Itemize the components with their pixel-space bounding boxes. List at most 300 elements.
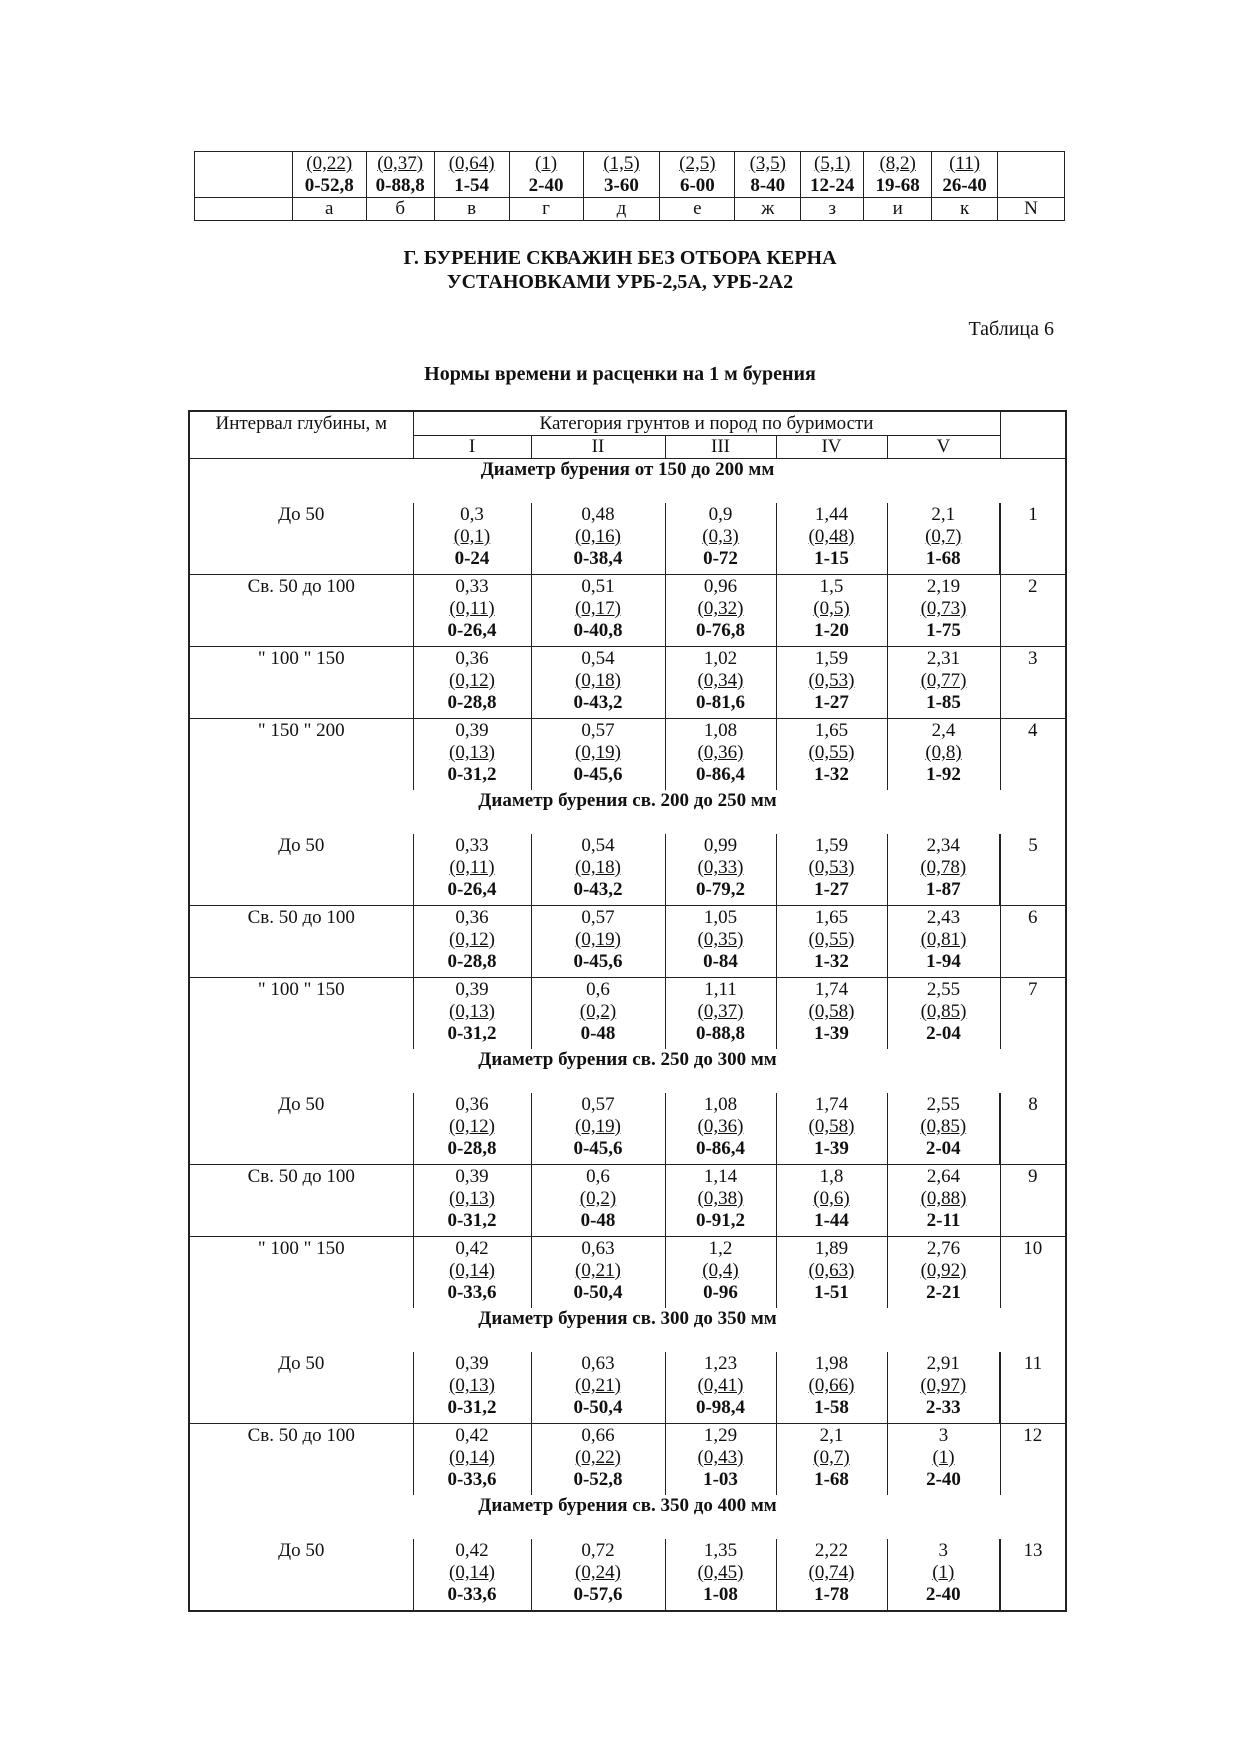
rate: (0,77) xyxy=(920,670,967,691)
time-norm: 2,1 xyxy=(931,504,956,525)
price: 1-85 xyxy=(926,692,961,713)
rate: (0,11) xyxy=(449,857,495,878)
time-norm: 1,44 xyxy=(814,504,849,525)
norm-cell xyxy=(665,1093,776,1165)
time-norm: 0,72 xyxy=(581,1540,615,1561)
rate: (0,17) xyxy=(575,598,621,619)
rate: (0,97) xyxy=(920,1375,967,1396)
time-norm: 1,2 xyxy=(708,1238,733,1259)
category-cell: V xyxy=(887,436,1000,459)
time-norm: 1,59 xyxy=(814,835,849,856)
norm-cell xyxy=(413,719,531,791)
time-norm: 0,54 xyxy=(581,835,615,856)
time-norm: 0,9 xyxy=(708,504,733,525)
rate: (0,66) xyxy=(808,1375,855,1396)
interval-cell: До 50 xyxy=(189,1539,413,1611)
rate: (0,18) xyxy=(575,857,621,878)
interval-cell: " 150 " 200 xyxy=(189,719,413,791)
time-norm: 0,42 xyxy=(455,1238,489,1259)
fragment-letter-cell: д xyxy=(583,198,660,221)
norm-cell xyxy=(413,503,531,575)
interval-cell: До 50 xyxy=(189,1352,413,1424)
norm-cell xyxy=(665,647,776,719)
price: 1-27 xyxy=(814,692,849,713)
fragment-price: 8-40 xyxy=(750,175,786,196)
price: 0-81,6 xyxy=(695,692,746,713)
price: 0-96 xyxy=(703,1282,738,1303)
norm-cell xyxy=(887,503,1000,575)
rate: (0,14) xyxy=(449,1260,495,1281)
norm-cell xyxy=(531,1093,665,1165)
norm-cell xyxy=(413,1093,531,1165)
norm-cell xyxy=(413,978,531,1050)
norm-cell xyxy=(665,978,776,1050)
price: 1-32 xyxy=(814,951,849,972)
price: 0-26,4 xyxy=(447,620,497,641)
norm-cell xyxy=(887,1352,1000,1424)
norm-cell xyxy=(531,1539,665,1611)
time-norm: 1,89 xyxy=(814,1238,849,1259)
rate: (0,19) xyxy=(575,1116,621,1137)
rate: (0,13) xyxy=(449,742,495,763)
rate: (0,85) xyxy=(920,1116,967,1137)
price: 0-91,2 xyxy=(695,1210,746,1231)
row-number-cell: 4 xyxy=(1000,719,1066,791)
price: 0-33,6 xyxy=(447,1584,497,1605)
fragment-rate: (8,2) xyxy=(879,153,916,174)
section-title: Диаметр бурения св. 250 до 300 мм xyxy=(189,1049,1066,1093)
price: 1-15 xyxy=(814,548,849,569)
norm-cell xyxy=(665,1165,776,1237)
time-norm: 1,74 xyxy=(814,979,849,1000)
category-cell: IV xyxy=(776,436,887,459)
price: 0-31,2 xyxy=(447,764,497,785)
rate: (0,2) xyxy=(579,1188,617,1209)
norm-cell xyxy=(776,978,887,1050)
time-norm: 0,33 xyxy=(455,835,489,856)
rate: (0,35) xyxy=(697,929,744,950)
rate: (0,13) xyxy=(449,1001,495,1022)
price: 0-31,2 xyxy=(447,1397,497,1418)
section-heading-line2: УСТАНОВКАМИ УРБ-2,5А, УРБ-2А2 xyxy=(446,271,794,293)
norm-cell xyxy=(413,1165,531,1237)
price: 1-32 xyxy=(814,764,849,785)
table-row xyxy=(189,834,1066,906)
rate: (0,14) xyxy=(449,1562,495,1583)
norm-cell xyxy=(776,1237,887,1309)
price: 1-75 xyxy=(926,620,961,641)
time-norm: 0,99 xyxy=(703,835,738,856)
rate: (0,55) xyxy=(808,929,855,950)
rate: (1) xyxy=(932,1562,955,1583)
rate: (0,43) xyxy=(697,1447,744,1468)
rate: (0,32) xyxy=(697,598,744,619)
table-row xyxy=(189,978,1066,1050)
price: 1-92 xyxy=(926,764,961,785)
norm-cell xyxy=(665,1352,776,1424)
time-norm: 1,65 xyxy=(814,907,849,928)
norm-cell xyxy=(413,834,531,906)
rate: (0,21) xyxy=(575,1260,621,1281)
fragment-price: 3-60 xyxy=(604,175,639,196)
norm-cell xyxy=(887,1165,1000,1237)
rate: (0,33) xyxy=(697,857,744,878)
rate: (0,19) xyxy=(575,929,621,950)
rate: (0,58) xyxy=(808,1116,855,1137)
price: 0-76,8 xyxy=(695,620,746,641)
fragment-price: 0-52,8 xyxy=(304,175,354,196)
norm-cell xyxy=(531,1352,665,1424)
rate: (0,41) xyxy=(697,1375,744,1396)
norm-cell xyxy=(887,834,1000,906)
time-norm: 1,65 xyxy=(814,720,849,741)
time-norm: 0,42 xyxy=(455,1540,489,1561)
rate: (0,34) xyxy=(697,670,744,691)
fragment-price: 12-24 xyxy=(810,175,855,196)
time-norm: 0,36 xyxy=(455,648,489,669)
rate: (0,37) xyxy=(697,1001,744,1022)
rate: (0,58) xyxy=(808,1001,855,1022)
fragment-price: 19-68 xyxy=(875,175,920,196)
price: 1-58 xyxy=(814,1397,849,1418)
row-number-cell: 1 xyxy=(1000,503,1066,575)
time-norm: 0,63 xyxy=(581,1353,615,1374)
time-norm: 0,39 xyxy=(455,720,489,741)
time-norm: 2,64 xyxy=(926,1166,961,1187)
price: 2-33 xyxy=(925,1397,961,1418)
rate: (0,12) xyxy=(449,929,495,950)
time-norm: 0,39 xyxy=(455,1353,489,1374)
norm-cell xyxy=(776,1165,887,1237)
price: 0-45,6 xyxy=(573,951,623,972)
section-title: Диаметр бурения св. 300 до 350 мм xyxy=(189,1308,1066,1352)
fragment-value-cell xyxy=(735,152,801,198)
table-row xyxy=(189,1539,1066,1611)
price: 1-39 xyxy=(814,1138,849,1159)
time-norm: 2,76 xyxy=(926,1238,961,1259)
price: 0-43,2 xyxy=(573,879,623,900)
fragment-value-cell xyxy=(583,152,660,198)
price: 2-40 xyxy=(925,1584,961,1605)
time-norm: 0,39 xyxy=(455,1166,489,1187)
rate: (1) xyxy=(932,1447,955,1468)
price: 0-50,4 xyxy=(573,1282,623,1303)
category-header: Категория грунтов и пород по буримости xyxy=(413,411,1000,436)
fragment-letter-cell: к xyxy=(932,198,998,221)
norm-cell xyxy=(665,503,776,575)
norm-cell xyxy=(413,647,531,719)
price: 0-31,2 xyxy=(447,1023,497,1044)
norm-cell xyxy=(887,1539,1000,1611)
time-norm: 2,22 xyxy=(814,1540,849,1561)
time-norm: 0,57 xyxy=(581,1094,615,1115)
fragment-value-cell xyxy=(292,152,366,198)
time-norm: 1,59 xyxy=(814,648,849,669)
price: 2-04 xyxy=(926,1023,961,1044)
interval-cell: " 100 " 150 xyxy=(189,647,413,719)
table-row xyxy=(189,1352,1066,1424)
time-norm: 1,08 xyxy=(703,720,738,741)
rate: (0,85) xyxy=(920,1001,967,1022)
section-title: Диаметр бурения от 150 до 200 мм xyxy=(189,459,1066,504)
price: 0-52,8 xyxy=(573,1469,623,1490)
norm-cell xyxy=(531,503,665,575)
time-norm: 2,19 xyxy=(926,576,961,597)
rate: (0,12) xyxy=(449,1116,495,1137)
price: 2-40 xyxy=(926,1469,961,1490)
price: 2-04 xyxy=(925,1138,961,1159)
price: 0-43,2 xyxy=(573,692,623,713)
fragment-price: 26-40 xyxy=(942,175,987,196)
norm-cell xyxy=(776,503,887,575)
table-row xyxy=(189,719,1066,791)
norm-cell xyxy=(776,1539,887,1611)
time-norm: 3 xyxy=(938,1540,949,1561)
time-norm: 3 xyxy=(938,1425,949,1446)
section-row xyxy=(189,459,1066,504)
price: 0-98,4 xyxy=(695,1397,746,1418)
section-row xyxy=(189,1308,1066,1352)
price: 0-28,8 xyxy=(447,1138,497,1159)
price: 0-33,6 xyxy=(447,1469,497,1490)
norm-cell xyxy=(887,1237,1000,1309)
rate: (0,8) xyxy=(925,742,962,763)
table-row xyxy=(189,575,1066,647)
section-title: Диаметр бурения св. 350 до 400 мм xyxy=(189,1495,1066,1539)
rate: (0,48) xyxy=(808,526,855,547)
time-norm: 0,54 xyxy=(581,648,615,669)
norm-cell xyxy=(413,1237,531,1309)
price: 0-45,6 xyxy=(573,764,623,785)
time-norm: 2,34 xyxy=(926,835,960,856)
category-cell: I xyxy=(413,436,531,459)
fragment-value-cell xyxy=(434,152,509,198)
interval-cell: " 100 " 150 xyxy=(189,1237,413,1309)
rate: (0,3) xyxy=(702,526,739,547)
rate: (0,2) xyxy=(579,1001,617,1022)
price: 2-21 xyxy=(926,1282,961,1303)
interval-cell: Св. 50 до 100 xyxy=(189,1165,413,1237)
fragment-value-cell xyxy=(801,152,864,198)
time-norm: 1,08 xyxy=(703,1094,738,1115)
fragment-value-cell xyxy=(660,152,735,198)
price: 0-33,6 xyxy=(447,1282,497,1303)
price: 0-45,6 xyxy=(573,1138,623,1159)
time-norm: 0,66 xyxy=(581,1425,615,1446)
norm-cell xyxy=(776,575,887,647)
table-number: Таблица 6 xyxy=(968,318,1054,340)
table-row xyxy=(189,906,1066,978)
time-norm: 0,6 xyxy=(586,979,610,1000)
fragment-price: 6-00 xyxy=(679,175,715,196)
norm-cell xyxy=(531,906,665,978)
rate: (0,88) xyxy=(920,1188,967,1209)
rate: (0,92) xyxy=(920,1260,967,1281)
price: 0-86,4 xyxy=(695,1138,746,1159)
section-heading-line1: Г. БУРЕНИЕ СКВАЖИН БЕЗ ОТБОРА КЕРНА xyxy=(403,247,837,269)
time-norm: 0,51 xyxy=(581,576,615,597)
fragment-letter-cell: и xyxy=(864,198,932,221)
norm-cell xyxy=(665,575,776,647)
price: 0-72 xyxy=(703,548,738,569)
interval-header: Интервал глубины, м xyxy=(189,411,413,459)
rate: (0,14) xyxy=(449,1447,495,1468)
row-number-cell: 5 xyxy=(1000,834,1066,906)
fragment-rate: (1,5) xyxy=(603,153,640,174)
rate: (0,55) xyxy=(808,742,855,763)
norm-cell xyxy=(665,906,776,978)
price: 0-79,2 xyxy=(695,879,746,900)
price: 1-87 xyxy=(925,879,961,900)
interval-cell: Св. 50 до 100 xyxy=(189,575,413,647)
norm-cell xyxy=(887,647,1000,719)
fragment-letter-cell: ж xyxy=(735,198,801,221)
time-norm: 2,1 xyxy=(819,1425,844,1446)
price: 1-78 xyxy=(814,1584,849,1605)
fragment-rate: (0,64) xyxy=(448,153,495,174)
table-row xyxy=(189,1237,1066,1309)
price: 1-68 xyxy=(814,1469,849,1490)
rate: (0,7) xyxy=(925,526,962,547)
time-norm: 0,33 xyxy=(455,576,489,597)
fragment-n-cell: N xyxy=(998,198,1065,221)
section-title: Диаметр бурения св. 200 до 250 мм xyxy=(189,790,1066,834)
norm-cell xyxy=(531,1237,665,1309)
row-number-cell: 2 xyxy=(1000,575,1066,647)
rate: (0,4) xyxy=(702,1260,739,1281)
fragment-value-cell xyxy=(509,152,583,198)
norm-cell xyxy=(887,719,1000,791)
norm-cell xyxy=(531,978,665,1050)
rate: (0,36) xyxy=(697,1116,744,1137)
previous-table-fragment xyxy=(194,151,1065,221)
time-norm: 1,98 xyxy=(814,1353,849,1374)
norm-cell xyxy=(776,647,887,719)
interval-cell: Св. 50 до 100 xyxy=(189,906,413,978)
row-number-cell: 9 xyxy=(1000,1165,1066,1237)
fragment-price: 1-54 xyxy=(454,175,490,196)
rate: (0,74) xyxy=(808,1562,855,1583)
table-header-row xyxy=(189,411,1066,436)
section-row xyxy=(189,790,1066,834)
rate: (0,7) xyxy=(813,1447,850,1468)
price: 0-84 xyxy=(703,951,738,972)
rate: (0,36) xyxy=(697,742,744,763)
time-norm: 0,63 xyxy=(581,1238,615,1259)
price: 0-40,8 xyxy=(573,620,623,641)
fragment-letter-cell: е xyxy=(660,198,735,221)
norm-cell xyxy=(776,906,887,978)
price: 1-68 xyxy=(925,548,961,569)
rate: (0,81) xyxy=(920,929,967,950)
time-norm: 1,74 xyxy=(814,1094,849,1115)
rate: (0,1) xyxy=(453,526,491,547)
norm-cell xyxy=(665,834,776,906)
table-title: Нормы времени и расценки на 1 м бурения xyxy=(424,363,816,385)
fragment-price: 2-40 xyxy=(528,175,564,196)
category-cell: II xyxy=(531,436,665,459)
price: 0-86,4 xyxy=(695,764,746,785)
norm-cell xyxy=(665,1539,776,1611)
time-norm: 0,48 xyxy=(581,504,615,525)
norm-cell xyxy=(531,647,665,719)
fragment-empty-cell xyxy=(195,198,293,221)
fragment-letter-cell: г xyxy=(509,198,583,221)
row-number-cell: 3 xyxy=(1000,647,1066,719)
price: 0-48 xyxy=(580,1210,616,1231)
norm-cell xyxy=(665,1237,776,1309)
price: 1-03 xyxy=(703,1469,738,1490)
rate: (0,53) xyxy=(808,857,855,878)
time-norm: 0,36 xyxy=(455,1094,489,1115)
norm-cell xyxy=(531,575,665,647)
price: 1-44 xyxy=(814,1210,849,1231)
rate: (0,18) xyxy=(575,670,621,691)
time-norm: 0,57 xyxy=(581,720,615,741)
norm-cell xyxy=(665,1424,776,1496)
norm-cell xyxy=(776,1352,887,1424)
norm-cell xyxy=(776,719,887,791)
fragment-value-cell xyxy=(366,152,434,198)
norm-cell xyxy=(887,575,1000,647)
interval-cell: До 50 xyxy=(189,834,413,906)
price: 1-08 xyxy=(703,1584,738,1605)
row-number-cell: 13 xyxy=(1000,1539,1066,1611)
price: 0-88,8 xyxy=(695,1023,746,1044)
table-row xyxy=(189,1424,1066,1496)
norm-cell xyxy=(413,575,531,647)
rate: (0,21) xyxy=(575,1375,621,1396)
time-norm: 2,43 xyxy=(926,907,961,928)
norm-cell xyxy=(776,1424,887,1496)
fragment-rate: (0,22) xyxy=(306,153,353,174)
number-header xyxy=(1000,411,1066,459)
time-norm: 1,02 xyxy=(703,648,738,669)
rate: (0,19) xyxy=(575,742,621,763)
fragment-rate: (0,37) xyxy=(377,153,424,174)
rate: (0,11) xyxy=(449,598,495,619)
time-norm: 0,6 xyxy=(586,1166,610,1187)
norm-cell xyxy=(531,719,665,791)
row-number-cell: 11 xyxy=(1000,1352,1066,1424)
fragment-letter-cell: в xyxy=(434,198,509,221)
time-norm: 2,55 xyxy=(926,1094,960,1115)
time-norm: 0,57 xyxy=(581,907,615,928)
interval-cell: " 100 " 150 xyxy=(189,978,413,1050)
rate: (0,63) xyxy=(808,1260,855,1281)
price: 0-38,4 xyxy=(573,548,623,569)
price: 2-11 xyxy=(926,1210,961,1231)
fragment-values-row xyxy=(195,152,1065,198)
price: 0-26,4 xyxy=(447,879,497,900)
fragment-empty-cell xyxy=(998,152,1065,198)
norm-cell xyxy=(887,1093,1000,1165)
row-number-cell: 6 xyxy=(1000,906,1066,978)
time-norm: 1,14 xyxy=(703,1166,738,1187)
rate: (0,13) xyxy=(449,1188,495,1209)
row-number-cell: 10 xyxy=(1000,1237,1066,1309)
row-number-cell: 7 xyxy=(1000,978,1066,1050)
norm-cell xyxy=(413,906,531,978)
fragment-rate: (5,1) xyxy=(814,153,851,174)
price: 0-50,4 xyxy=(573,1397,623,1418)
time-norm: 1,29 xyxy=(703,1425,738,1446)
category-cell: III xyxy=(665,436,776,459)
rate: (0,53) xyxy=(808,670,855,691)
time-norm: 1,5 xyxy=(819,576,844,597)
price: 0-31,2 xyxy=(447,1210,497,1231)
price: 1-27 xyxy=(814,879,849,900)
